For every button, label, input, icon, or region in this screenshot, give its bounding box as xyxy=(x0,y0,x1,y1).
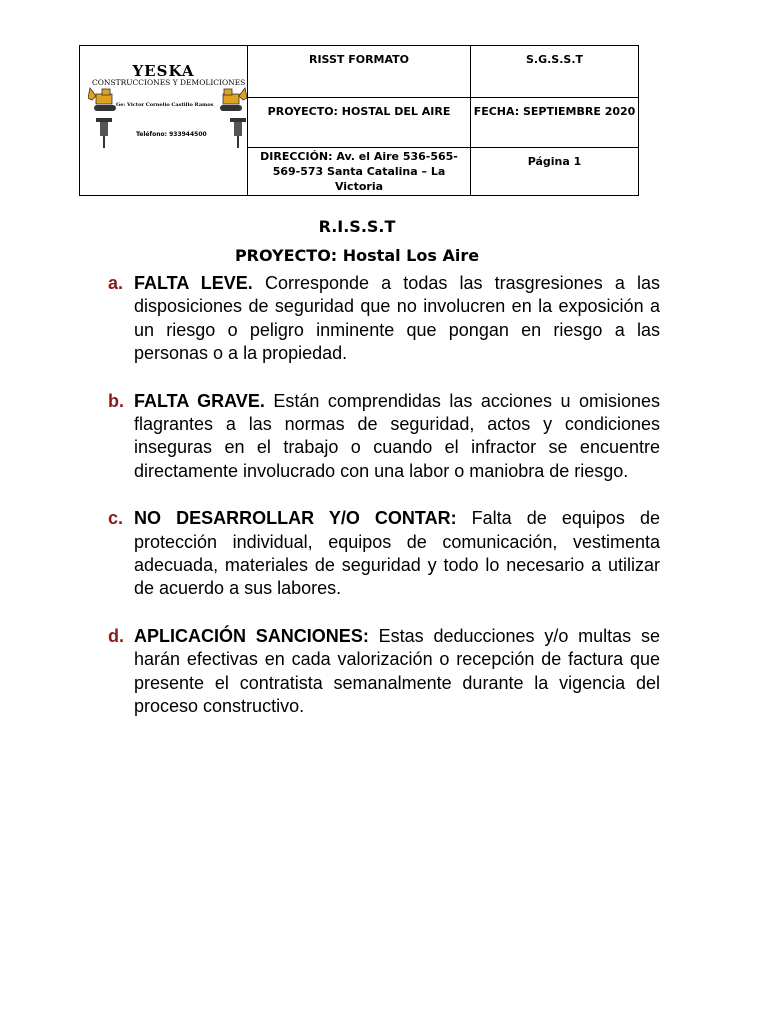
system-cell: S.G.S.S.T xyxy=(471,46,639,98)
list-item xyxy=(108,390,660,484)
list-marker: c. xyxy=(108,508,124,529)
list-marker: d. xyxy=(108,625,124,646)
list-marker: a. xyxy=(108,273,124,293)
page-cell: Página 1 xyxy=(471,147,639,195)
logo-cell xyxy=(80,46,248,196)
excavator-left-icon xyxy=(88,84,122,114)
address-cell: DIRECCIÓN: Av. el Aire 536-565-569-573 Santa Catalina – La Victoria xyxy=(248,147,471,195)
document-subtitle: PROYECTO: Hostal Los Aire xyxy=(234,246,480,265)
list-item xyxy=(108,507,660,601)
logo-phone: Teléfono: 933944500 xyxy=(136,131,207,138)
document-title: R.I.S.S.T xyxy=(318,217,396,236)
rules-list xyxy=(108,272,660,743)
format-cell: RISST FORMATO xyxy=(248,46,471,98)
item-term: FALTA LEVE. xyxy=(134,273,253,293)
header-table xyxy=(79,45,639,196)
logo-subtitle: CONSTRUCCIONES Y DEMOLICIONES xyxy=(92,78,246,87)
list-item xyxy=(108,272,660,366)
logo-company-name: YESKA xyxy=(132,62,195,80)
item-text: Corresponde a todas las trasgresiones a las disposiciones de seguridad que no involucren en la exposición a un riesgo o peligro inminente que pongan en riesgo a las personas o a la propiedad. xyxy=(134,273,660,364)
list-item xyxy=(108,625,660,719)
excavator-right-icon xyxy=(218,84,247,114)
project-cell: PROYECTO: HOSTAL DEL AIRE xyxy=(248,98,471,147)
item-term: NO DESARROLLAR Y/O CONTAR: xyxy=(134,508,457,529)
date-cell: FECHA: SEPTIEMBRE 2020 xyxy=(471,98,639,147)
jackhammer-right-icon xyxy=(230,118,246,148)
item-text: Estas deducciones y/o multas se harán efectivas en cada valorización o recepción de factura que presente el contratista semanalmente durante la vigencia del proceso constructivo. xyxy=(134,625,660,717)
item-text: Falta de equipos de protección individual, equipos de comunicación, vestimenta adecuada, materiales de seguridad y todo lo necesario a utilizar de acuerdo a sus labores. xyxy=(134,508,660,599)
company-logo xyxy=(80,46,247,195)
item-text: Están comprendidas las acciones u omisiones flagrantes a las normas de seguridad, actos y condiciones inseguras en el trabajo o cuando el infractor se encuentre directamente involucrado con una labor o maniobra de riesgo. xyxy=(134,390,660,481)
item-term: APLICACIÓN SANCIONES: xyxy=(134,625,369,646)
logo-owner: Ge: Victor Cornelio Castillo Ramos xyxy=(116,102,214,108)
jackhammer-left-icon xyxy=(96,118,112,148)
list-marker: b. xyxy=(108,390,124,411)
item-term: FALTA GRAVE. xyxy=(134,390,265,411)
